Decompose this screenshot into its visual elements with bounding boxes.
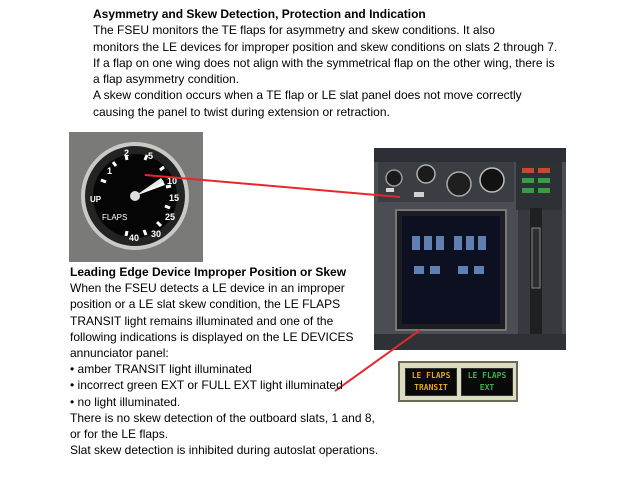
ext-light-line1: LE FLAPS xyxy=(467,371,507,380)
bottom-text-line: annunciator panel: xyxy=(70,346,169,361)
bottom-text-line: following indications is displayed on the LE DEVICES xyxy=(70,329,354,344)
gauge-mark-40: 40 xyxy=(129,233,140,243)
bottom-text-line: When the FSEU detects a LE device in an improper xyxy=(70,281,345,296)
gauge-up-label: UP xyxy=(90,195,102,204)
gauge-mark-1: 1 xyxy=(107,166,113,176)
top-text-line: A skew condition occurs when a TE flap or LE slat panel does not move correctly xyxy=(93,88,522,103)
gauge-pointer-line xyxy=(145,175,400,197)
gauge-mark-15: 15 xyxy=(169,193,180,203)
gauge-mark-10: 10 xyxy=(167,176,178,186)
gauge-mark-30: 30 xyxy=(151,229,162,239)
bottom-text-line: position or a LE slat skew condition, the LE FLAPS xyxy=(70,297,341,312)
top-text-line: The FSEU monitors the TE flaps for asymmetry and skew conditions. It also xyxy=(93,23,495,38)
top-text-line: If a flap on one wing does not align with the symmetrical flap on the other wing, there is xyxy=(93,55,555,70)
bottom-text-line: There is no skew detection of the outboard slats, 1 and 8, xyxy=(70,410,375,425)
gauge-mark-5: 5 xyxy=(148,151,154,161)
bottom-text-line: or for the LE flaps. xyxy=(70,427,169,442)
top-text-line: monitors the LE devices for improper position and skew conditions on slats 2 through 7. xyxy=(93,39,558,54)
gauge-mark-25: 25 xyxy=(165,212,176,222)
le-device-skew-heading: Leading Edge Device Improper Position or Skew xyxy=(70,265,347,279)
asymmetry-skew-heading: Asymmetry and Skew Detection, Protection and Indication xyxy=(93,7,426,21)
top-text-line: a flap asymmetry condition. xyxy=(93,72,240,87)
bottom-text-line: TRANSIT light remains illuminated and one of the xyxy=(70,313,334,328)
gauge-mark-2: 2 xyxy=(124,148,130,158)
transit-light-line2: TRANSIT xyxy=(414,383,448,392)
ext-light-line2: EXT xyxy=(479,383,495,392)
top-text-line: causing the panel to twist during extension or retraction. xyxy=(93,104,390,119)
transit-light-line1: LE FLAPS xyxy=(411,371,451,380)
le-device-skew-text-block xyxy=(70,264,400,458)
bottom-text-line: • amber TRANSIT light illuminated xyxy=(70,362,252,377)
gauge-flaps-label: FLAPS xyxy=(102,213,128,222)
bottom-text-line: Slat skew detection is inhibited during autoslat operations. xyxy=(70,443,379,458)
bottom-text-line: • incorrect green EXT or FULL EXT light illuminated xyxy=(70,378,343,393)
bottom-text-line: • no light illuminated. xyxy=(70,394,181,409)
